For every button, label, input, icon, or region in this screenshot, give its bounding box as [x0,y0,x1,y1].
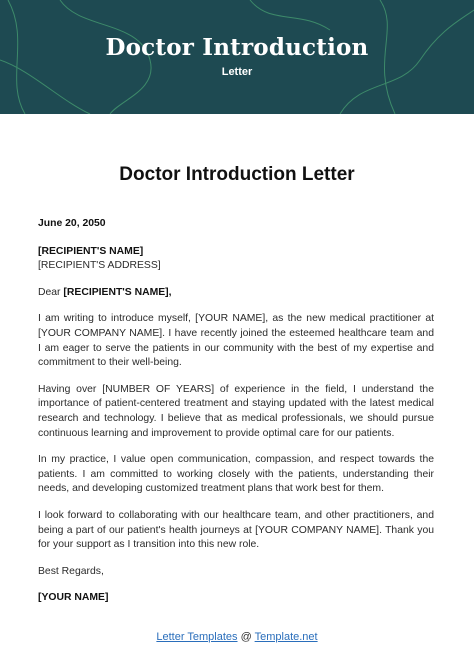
closing: Best Regards, [38,565,104,577]
paragraph-2: Having over [NUMBER OF YEARS] of experience in the field, I understand the importance of patient-centered treatment and staying updated with the latest medical research and technology. I believe that as medical professionals, we should pursue continuous learning and improvement to provide optimal care for our patients. [38,383,434,439]
header-banner [0,0,474,114]
salutation-name: [RECIPIENT'S NAME], [63,286,172,298]
banner-title: Doctor Introduction [105,34,369,61]
letter-date: June 20, 2050 [38,218,106,229]
letter-templates-link[interactable]: Letter Templates [156,631,238,643]
paragraph-1: I am writing to introduce myself, [YOUR NAME], as the new medical practitioner at [YOUR COMPANY NAME]. I have recently joined the esteemed healthcare team and I am eager to serve the patients in our community with the best of my expertise and commitment to their well-being. [38,313,434,369]
salutation-prefix: Dear [38,286,61,298]
salutation [38,286,434,301]
paragraph-3: In my practice, I value open communication, compassion, and respect towards the patients. I am committed to working closely with the patients, understanding their needs, and developing customized treatment plans that work best for them. [38,454,434,495]
letter-body [38,217,434,606]
footer [0,631,474,643]
recipient-name: [RECIPIENT'S NAME] [38,245,144,257]
recipient-address: [RECIPIENT'S ADDRESS] [38,260,161,272]
banner-subtitle: Letter [221,66,253,78]
paragraph-4: I look forward to collaborating with our healthcare team, and other practitioners, and being a part of our patient's health journeys at [YOUR COMPANY NAME]. Thank you for your support as I transition into this new role. [38,509,434,551]
document-title: Doctor Introduction Letter [119,164,355,185]
footer-separator: @ [240,631,252,643]
template-net-link[interactable]: Template.net [254,631,318,643]
signature: [YOUR NAME] [38,592,109,604]
